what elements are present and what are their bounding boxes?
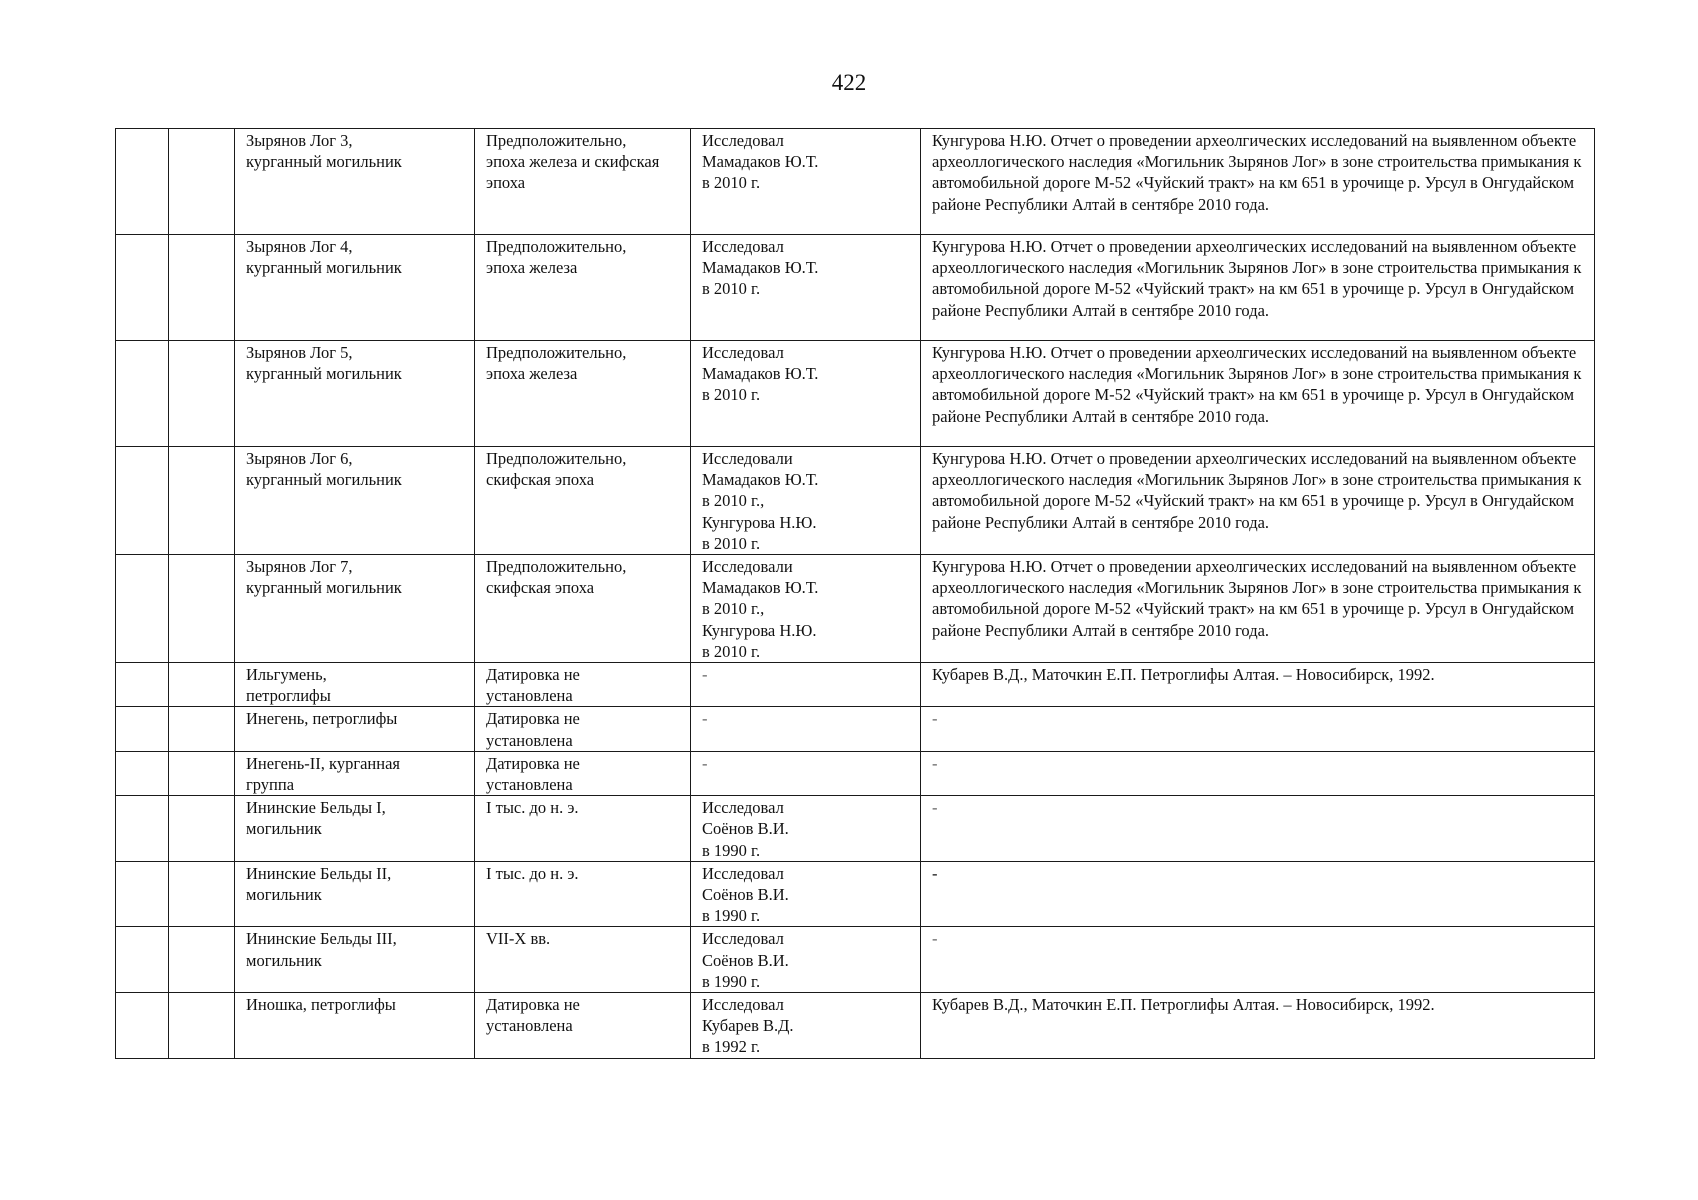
source-cell: Кунгурова Н.Ю. Отчет о проведении археолгических исследований на выявленном объекте археоллогического наследия «Могильник Зырянов Лог» в зоне строительства примыкания к автомобильной дороге М-52 «Чуйский тракт» на км 651 в урочище р. Урсул в Онгудайском районе Республики Алтай в сентябре 2010 года.	[921, 235, 1595, 341]
code-cell	[169, 447, 235, 555]
number-cell	[116, 707, 169, 751]
code-cell	[169, 796, 235, 862]
table-row	[116, 129, 1595, 235]
table-row	[116, 663, 1595, 707]
source-cell: -	[921, 927, 1595, 993]
source-cell: Кубарев В.Д., Маточкин Е.П. Петроглифы Алтая. – Новосибирск, 1992.	[921, 993, 1595, 1059]
dating-cell: Предположительно, скифская эпоха	[475, 447, 691, 555]
table-row	[116, 796, 1595, 862]
research-cell: Исследовал Мамадаков Ю.Т. в 2010 г.	[691, 129, 921, 235]
number-cell	[116, 861, 169, 927]
site-name-cell: Инегень, петроглифы	[235, 707, 475, 751]
research-cell: Исследовал Соёнов В.И. в 1990 г.	[691, 927, 921, 993]
dating-cell: Датировка не установлена	[475, 993, 691, 1059]
number-cell	[116, 129, 169, 235]
number-cell	[116, 796, 169, 862]
dating-cell: Предположительно, эпоха железа и скифская эпоха	[475, 129, 691, 235]
heritage-sites-table	[115, 128, 1595, 1059]
dating-cell: I тыс. до н. э.	[475, 861, 691, 927]
code-cell	[169, 555, 235, 663]
site-name-cell: Инегень-II, курганная группа	[235, 751, 475, 795]
code-cell	[169, 927, 235, 993]
table-row	[116, 235, 1595, 341]
source-cell: Кунгурова Н.Ю. Отчет о проведении археолгических исследований на выявленном объекте археоллогического наследия «Могильник Зырянов Лог» в зоне строительства примыкания к автомобильной дороге М-52 «Чуйский тракт» на км 651 в урочище р. Урсул в Онгудайском районе Республики Алтай в сентябре 2010 года.	[921, 129, 1595, 235]
code-cell	[169, 861, 235, 927]
site-name-cell: Зырянов Лог 4, курганный могильник	[235, 235, 475, 341]
code-cell	[169, 751, 235, 795]
dating-cell: I тыс. до н. э.	[475, 796, 691, 862]
table-row	[116, 927, 1595, 993]
site-name-cell: Ининские Бельды II, могильник	[235, 861, 475, 927]
number-cell	[116, 751, 169, 795]
source-cell: -	[921, 796, 1595, 862]
site-name-cell: Ильгумень, петроглифы	[235, 663, 475, 707]
table-row	[116, 341, 1595, 447]
site-name-cell: Зырянов Лог 5, курганный могильник	[235, 341, 475, 447]
dating-cell: Предположительно, эпоха железа	[475, 235, 691, 341]
table-row	[116, 555, 1595, 663]
number-cell	[116, 555, 169, 663]
research-cell: Исследовали Мамадаков Ю.Т. в 2010 г., Кунгурова Н.Ю. в 2010 г.	[691, 447, 921, 555]
site-name-cell: Зырянов Лог 3, курганный могильник	[235, 129, 475, 235]
site-name-cell: Зырянов Лог 7, курганный могильник	[235, 555, 475, 663]
site-name-cell: Ининские Бельды I, могильник	[235, 796, 475, 862]
code-cell	[169, 993, 235, 1059]
table-row	[116, 447, 1595, 555]
source-cell: -	[921, 751, 1595, 795]
site-name-cell: Ининские Бельды III, могильник	[235, 927, 475, 993]
code-cell	[169, 707, 235, 751]
research-cell: Исследовал Мамадаков Ю.Т. в 2010 г.	[691, 341, 921, 447]
code-cell	[169, 341, 235, 447]
research-cell: -	[691, 751, 921, 795]
source-cell: Кунгурова Н.Ю. Отчет о проведении археолгических исследований на выявленном объекте археоллогического наследия «Могильник Зырянов Лог» в зоне строительства примыкания к автомобильной дороге М-52 «Чуйский тракт» на км 651 в урочище р. Урсул в Онгудайском районе Республики Алтай в сентябре 2010 года.	[921, 555, 1595, 663]
source-cell: -	[921, 861, 1595, 927]
page-number: 422	[831, 70, 867, 95]
source-cell: Кунгурова Н.Ю. Отчет о проведении археолгических исследований на выявленном объекте археоллогического наследия «Могильник Зырянов Лог» в зоне строительства примыкания к автомобильной дороге М-52 «Чуйский тракт» на км 651 в урочище р. Урсул в Онгудайском районе Республики Алтай в сентябре 2010 года.	[921, 341, 1595, 447]
dating-cell: Предположительно, эпоха железа	[475, 341, 691, 447]
dating-cell: Датировка не установлена	[475, 707, 691, 751]
site-name-cell: Иношка, петроглифы	[235, 993, 475, 1059]
source-cell: Кубарев В.Д., Маточкин Е.П. Петроглифы Алтая. – Новосибирск, 1992.	[921, 663, 1595, 707]
table-row	[116, 993, 1595, 1059]
code-cell	[169, 663, 235, 707]
research-cell: Исследовали Мамадаков Ю.Т. в 2010 г., Кунгурова Н.Ю. в 2010 г.	[691, 555, 921, 663]
dating-cell: VII-X вв.	[475, 927, 691, 993]
research-cell: Исследовал Соёнов В.И. в 1990 г.	[691, 796, 921, 862]
dating-cell: Датировка не установлена	[475, 751, 691, 795]
research-cell: Исследовал Мамадаков Ю.Т. в 2010 г.	[691, 235, 921, 341]
number-cell	[116, 663, 169, 707]
research-cell: -	[691, 707, 921, 751]
research-cell: Исследовал Соёнов В.И. в 1990 г.	[691, 861, 921, 927]
number-cell	[116, 235, 169, 341]
number-cell	[116, 927, 169, 993]
number-cell	[116, 341, 169, 447]
research-cell: Исследовал Кубарев В.Д. в 1992 г.	[691, 993, 921, 1059]
source-cell: -	[921, 707, 1595, 751]
table-row	[116, 707, 1595, 751]
table-row	[116, 751, 1595, 795]
code-cell	[169, 235, 235, 341]
source-cell: Кунгурова Н.Ю. Отчет о проведении археолгических исследований на выявленном объекте археоллогического наследия «Могильник Зырянов Лог» в зоне строительства примыкания к автомобильной дороге М-52 «Чуйский тракт» на км 651 в урочище р. Урсул в Онгудайском районе Республики Алтай в сентябре 2010 года.	[921, 447, 1595, 555]
site-name-cell: Зырянов Лог 6, курганный могильник	[235, 447, 475, 555]
dating-cell: Предположительно, скифская эпоха	[475, 555, 691, 663]
number-cell	[116, 447, 169, 555]
table-row	[116, 861, 1595, 927]
dating-cell: Датировка не установлена	[475, 663, 691, 707]
number-cell	[116, 993, 169, 1059]
research-cell: -	[691, 663, 921, 707]
code-cell	[169, 129, 235, 235]
